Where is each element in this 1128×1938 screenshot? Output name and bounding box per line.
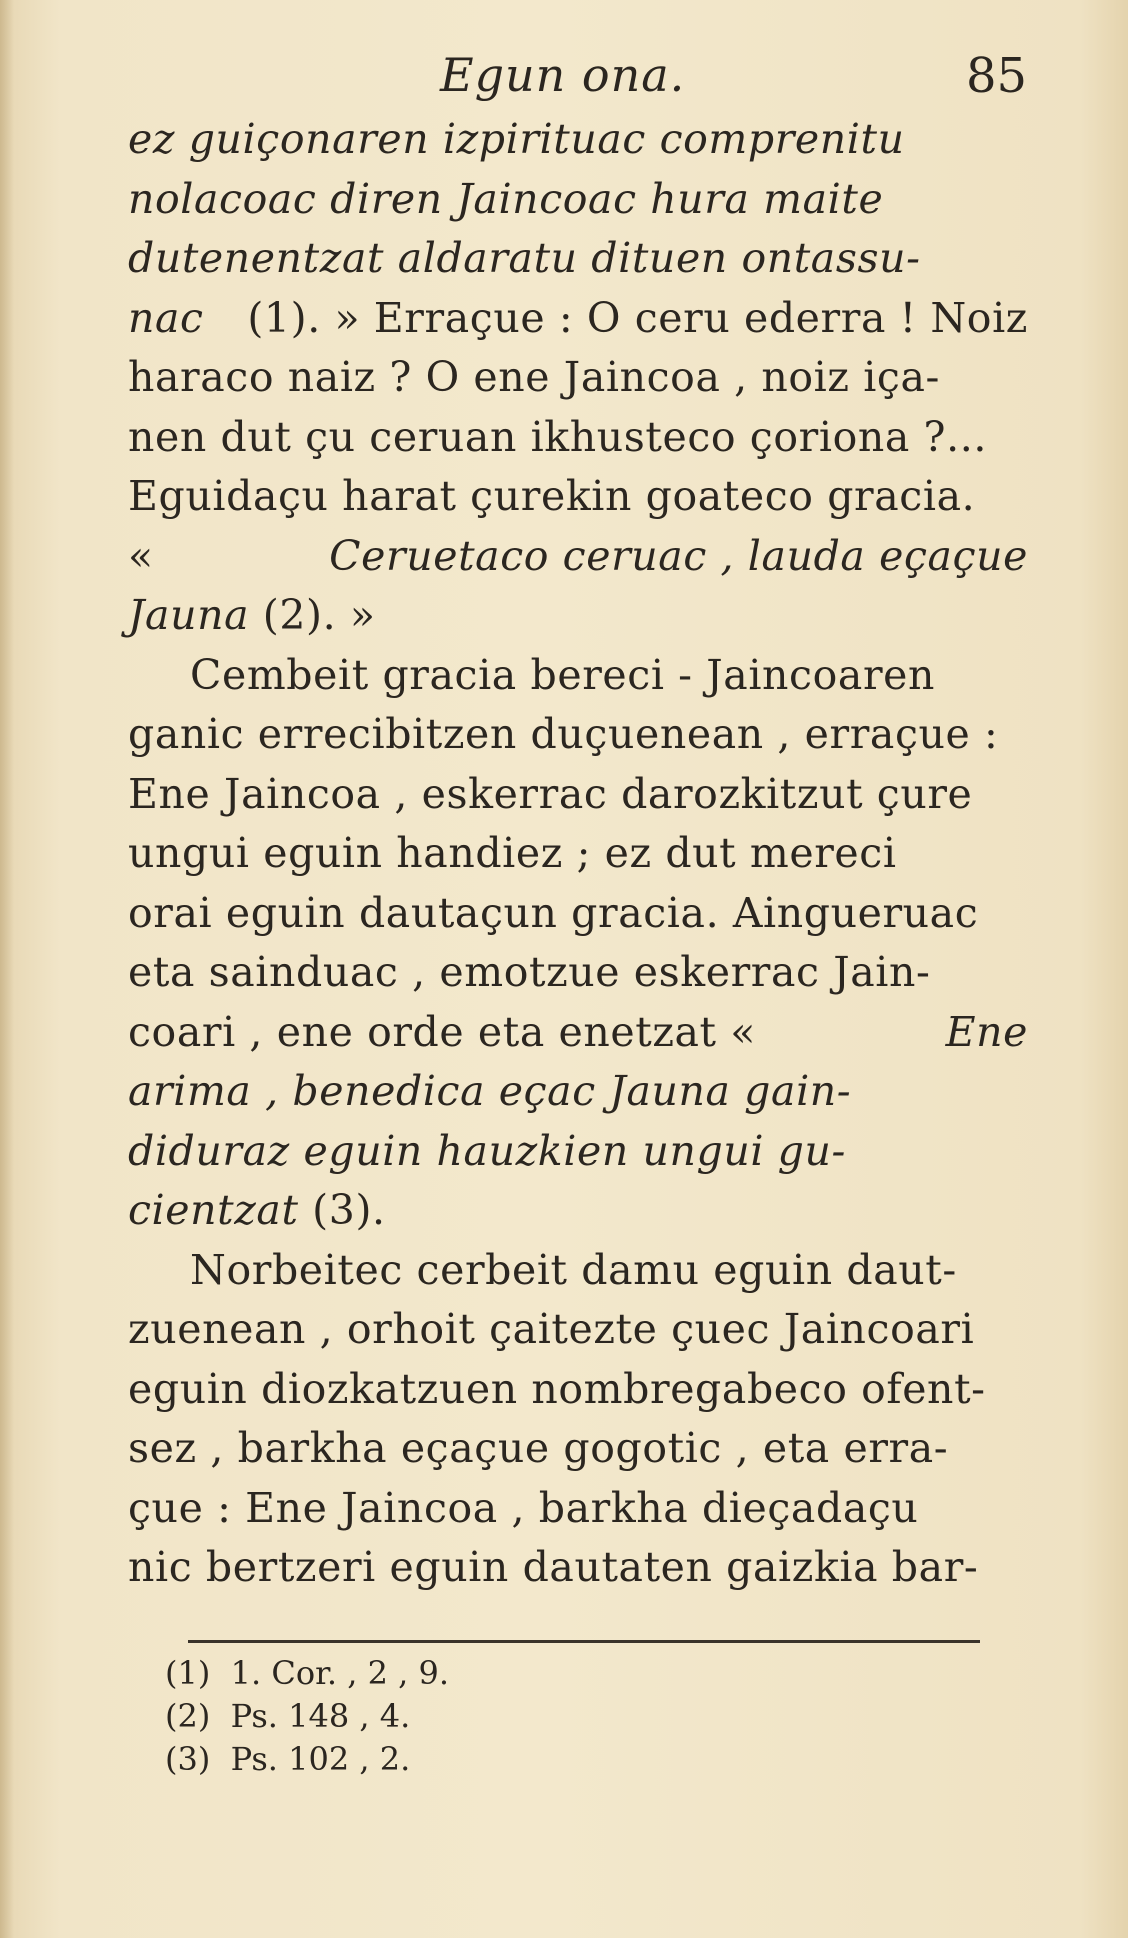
roman-text: nic bertzeri eguin dautaten gaizkia bar- [128, 1543, 979, 1591]
text-line [128, 170, 1028, 230]
footnote-rule [188, 1640, 980, 1643]
roman-text: Ene Jaincoa , eskerrac darozkitzut çure [128, 769, 973, 818]
footnote: (2) Ps. 148 , 4. [165, 1697, 411, 1735]
text-line [128, 1003, 1028, 1063]
footnote: (3) Ps. 102 , 2. [165, 1740, 411, 1778]
roman-text: Cembeit gracia bereci - Jaincoaren [190, 650, 936, 699]
text-line [128, 229, 1028, 289]
italic-text: Jauna [128, 591, 250, 639]
text-line [128, 348, 1028, 408]
roman-text: Norbeitec cerbeit damu eguin daut- [190, 1245, 957, 1294]
roman-text: (2). » [249, 591, 376, 639]
italic-text: cientzat [128, 1186, 299, 1234]
text-line [128, 408, 1028, 468]
roman-text: « [128, 531, 168, 580]
text-line [128, 705, 1028, 765]
roman-text: ungui eguin handiez ; ez dut mereci [128, 829, 897, 877]
text-line [128, 467, 1028, 527]
text-line [128, 110, 1028, 170]
roman-text: eguin diozkatzuen nombregabeco ofent- [128, 1364, 986, 1413]
italic-text: ez guiçonaren izpirituac comprenitu [128, 115, 905, 163]
italic-text: nolacoac diren Jaincoac hura maite [128, 174, 884, 223]
footnote: (1) 1. Cor. , 2 , 9. [165, 1654, 449, 1692]
text-line [128, 824, 1028, 884]
page-edge-shadow [0, 0, 14, 1938]
italic-text: dutenentzat aldaratu dituen ontassu- [128, 234, 921, 282]
text-line [128, 884, 1028, 944]
running-title: Egun ona. [440, 48, 686, 102]
italic-text: Ene [945, 1007, 1028, 1056]
text-line [128, 1360, 1028, 1420]
roman-text: eta sainduac , emotzue eskerrac Jain- [128, 948, 931, 996]
page-header [0, 48, 1128, 108]
text-line [128, 289, 1028, 349]
roman-text: Eguidaçu harat çurekin goateco gracia. [128, 472, 976, 520]
roman-text: nen dut çu ceruan ikhusteco çoriona ?... [128, 412, 988, 461]
italic-text: Ceruetaco ceruac , lauda eçaçue [329, 531, 1028, 580]
roman-text: (1). » Erraçue : O ceru ederra ! Noiz [233, 293, 1028, 342]
roman-text: sez , barkha eçaçue gogotic , eta erra- [128, 1424, 949, 1472]
roman-text: coari , ene orde eta enetzat « [128, 1007, 770, 1056]
roman-text: orai eguin dautaçun gracia. Aingueruac [128, 888, 979, 937]
text-line [128, 527, 1028, 587]
text-line [128, 943, 1028, 1003]
roman-text: ganic errecibitzen duçuenean , erraçue : [128, 710, 999, 758]
roman-text: çue : Ene Jaincoa , barkha dieçadaçu [128, 1483, 919, 1532]
text-line [128, 1181, 1028, 1241]
body-text [128, 110, 1028, 1598]
text-line [128, 1538, 1028, 1598]
text-line [128, 1300, 1028, 1360]
text-line [128, 586, 1028, 646]
roman-text: haraco naiz ? O ene Jaincoa , noiz iça- [128, 353, 940, 401]
text-line [128, 1479, 1028, 1539]
paragraph-first-line [128, 646, 1028, 706]
roman-text: zuenean , orhoit çaitezte çuec Jaincoari [128, 1305, 975, 1353]
text-line [128, 1122, 1028, 1182]
page-number: 85 [966, 48, 1028, 104]
paragraph-first-line [128, 1241, 1028, 1301]
text-line [128, 1062, 1028, 1122]
text-line [128, 1419, 1028, 1479]
footnotes [165, 1652, 765, 1781]
text-line [128, 765, 1028, 825]
roman-text: (3). [298, 1186, 386, 1234]
italic-text: nac [128, 293, 204, 342]
italic-text: arima , benedica eçac Jauna gain- [128, 1067, 852, 1115]
italic-text: diduraz eguin hauzkien ungui gu- [128, 1126, 846, 1175]
